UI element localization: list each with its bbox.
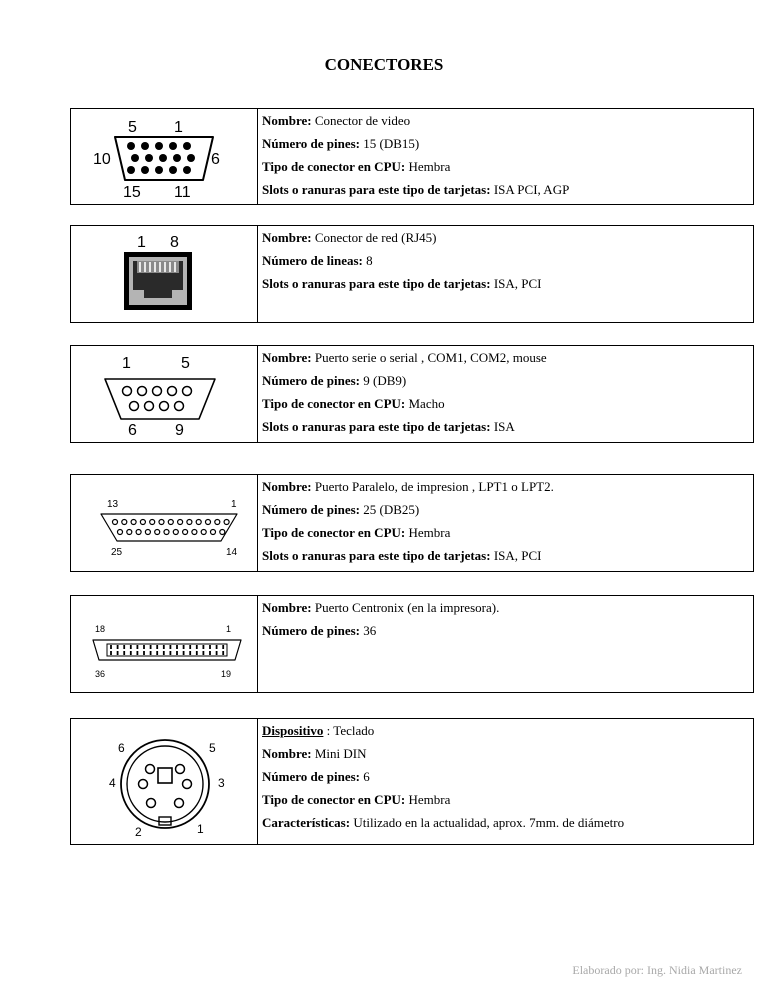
- field-value: ISA, PCI: [490, 276, 542, 291]
- pin-label: 1: [174, 119, 183, 136]
- field-label: Tipo de conector en CPU:: [262, 396, 406, 411]
- field-value: 8: [362, 253, 373, 268]
- pin-label: 5: [209, 741, 216, 755]
- pin-label: 4: [109, 776, 116, 790]
- field-label: Número de pines:: [262, 373, 360, 388]
- connector-info: [258, 719, 630, 844]
- info-line: [262, 815, 624, 830]
- pin-label: 14: [226, 547, 238, 558]
- info-line: [262, 350, 547, 365]
- connector-card-db25: [70, 474, 754, 572]
- pin-label: 5: [128, 119, 137, 136]
- connector-card-db9: [70, 345, 754, 443]
- connector-info: [258, 109, 575, 204]
- info-line: [262, 253, 542, 268]
- pin-label: 13: [107, 499, 119, 510]
- field-label: Nombre:: [262, 746, 312, 761]
- field-label: Slots o ranuras para este tipo de tarjetas:: [262, 182, 491, 197]
- page-title: CONECTORES: [324, 55, 444, 74]
- field-value: ISA PCI, AGP: [490, 182, 570, 197]
- info-line: [262, 113, 569, 128]
- info-line: [262, 396, 547, 411]
- pin-label: 2: [135, 825, 142, 839]
- info-line: [262, 373, 547, 388]
- info-line: [262, 792, 624, 807]
- field-label: Nombre:: [262, 479, 312, 494]
- field-label: Nombre:: [262, 600, 312, 615]
- info-line: [262, 746, 624, 761]
- field-value: Puerto Paralelo, de impresion , LPT1 o LPT2.: [311, 479, 554, 494]
- pin-label: 10: [93, 151, 111, 168]
- info-line: [262, 182, 569, 197]
- pin-label: 6: [128, 422, 137, 439]
- info-line: [262, 136, 569, 151]
- field-label: Slots o ranuras para este tipo de tarjetas:: [262, 276, 491, 291]
- field-label: Slots o ranuras para este tipo de tarjetas:: [262, 419, 491, 434]
- pin-label: 5: [181, 355, 190, 372]
- pin-label: 8: [170, 234, 179, 251]
- field-value: Puerto serie o serial , COM1, COM2, mouse: [311, 350, 547, 365]
- pin-label: 1: [137, 234, 146, 251]
- info-line: [262, 548, 554, 563]
- connector-info: [258, 475, 560, 571]
- vga-connector-icon: [71, 109, 258, 204]
- field-label: Número de lineas:: [262, 253, 363, 268]
- field-value: Mini DIN: [311, 746, 367, 761]
- field-label: Características:: [262, 815, 351, 830]
- rj45-connector-icon: [71, 226, 258, 322]
- field-value: 9 (DB9): [359, 373, 407, 388]
- field-value: Conector de red (RJ45): [311, 230, 437, 245]
- field-label: Tipo de conector en CPU:: [262, 792, 406, 807]
- pin-label: 11: [174, 184, 191, 201]
- connector-card-centronics: [70, 595, 754, 693]
- pin-label: 36: [95, 669, 106, 679]
- field-label: Dispositivo: [262, 723, 324, 738]
- field-value: : Teclado: [323, 723, 375, 738]
- field-value: ISA: [490, 419, 515, 434]
- field-label: Número de pines:: [262, 623, 360, 638]
- pin-label: 9: [175, 422, 184, 439]
- info-line: [262, 623, 499, 638]
- field-value: 36: [359, 623, 377, 638]
- connector-card-rj45: [70, 225, 754, 323]
- info-line: [262, 230, 542, 245]
- field-value: Macho: [405, 396, 445, 411]
- db9-connector-icon: [71, 346, 258, 442]
- field-label: Número de pines:: [262, 769, 360, 784]
- pin-label: 1: [197, 822, 204, 836]
- info-line: [262, 479, 554, 494]
- field-label: Número de pines:: [262, 136, 360, 151]
- field-value: Utilizado en la actualidad, aprox. 7mm. de diámetro: [350, 815, 625, 830]
- field-value: 15 (DB15): [359, 136, 420, 151]
- pin-label: 15: [123, 184, 141, 201]
- field-value: 25 (DB25): [359, 502, 420, 517]
- field-label: Nombre:: [262, 113, 312, 128]
- field-label: Nombre:: [262, 350, 312, 365]
- pin-label: 1: [226, 624, 232, 634]
- field-label: Tipo de conector en CPU:: [262, 525, 406, 540]
- centronics-connector-icon: [71, 596, 258, 692]
- mini-din-connector-icon: [71, 719, 258, 844]
- info-line: [262, 600, 499, 615]
- field-value: Conector de video: [311, 113, 411, 128]
- info-line: [262, 159, 569, 174]
- connector-info: [258, 346, 553, 442]
- pin-label: 19: [221, 669, 232, 679]
- field-value: Hembra: [405, 525, 451, 540]
- info-line: [262, 419, 547, 434]
- field-value: 6: [359, 769, 370, 784]
- pin-label: 6: [211, 151, 220, 168]
- footer-author: Elaborado por: Ing. Nidia Martinez: [572, 963, 742, 977]
- info-line: [262, 276, 542, 291]
- connector-info: [258, 596, 505, 692]
- pin-label: 1: [231, 499, 237, 510]
- info-line: [262, 723, 624, 738]
- db25-connector-icon: [71, 475, 258, 571]
- pin-label: 18: [95, 624, 106, 634]
- pin-label: 1: [122, 355, 131, 372]
- connector-info: [258, 226, 548, 322]
- connector-card-vga: [70, 108, 754, 205]
- pin-label: 25: [111, 547, 123, 558]
- pin-label: 3: [218, 776, 225, 790]
- info-line: [262, 769, 624, 784]
- info-line: [262, 502, 554, 517]
- info-line: [262, 525, 554, 540]
- field-label: Tipo de conector en CPU:: [262, 159, 406, 174]
- connector-card-mini-din: [70, 718, 754, 845]
- pin-label: 6: [118, 741, 125, 755]
- field-value: ISA, PCI: [490, 548, 542, 563]
- field-value: Puerto Centronix (en la impresora).: [311, 600, 500, 615]
- field-value: Hembra: [405, 159, 451, 174]
- field-label: Número de pines:: [262, 502, 360, 517]
- field-label: Nombre:: [262, 230, 312, 245]
- field-label: Slots o ranuras para este tipo de tarjetas:: [262, 548, 491, 563]
- field-value: Hembra: [405, 792, 451, 807]
